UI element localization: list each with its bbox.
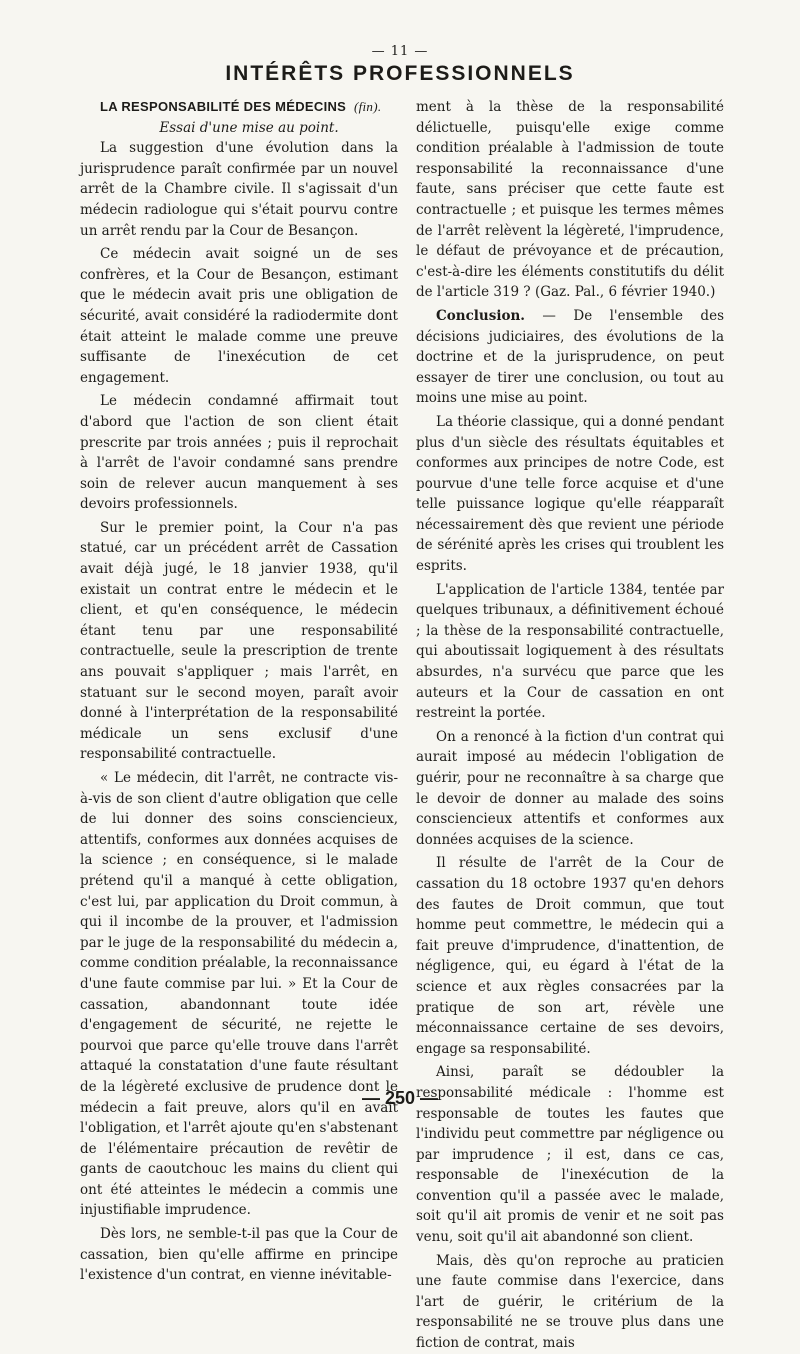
article-title (80, 97, 398, 118)
paragraph: Dès lors, ne semble-t-il pas que la Cour de cassation, bien qu'elle affirme en principe l'existence d'un contrat, en vienne inévitable- (80, 1226, 398, 1284)
article-title-suffix: (fin). (353, 99, 382, 114)
journal-folio: — 11 — (371, 44, 429, 59)
paragraph: On a renoncé à la fiction d'un contrat qui aurait imposé au médecin l'obligation de guérir, pour ne reconnaître à sa charge que le devoir de donner au malade des soins consciencieux attentifs et conformes aux données acquises de la science. (416, 728, 724, 848)
page-number: — 250 — (361, 1088, 439, 1108)
paragraph: L'application de l'article 1384, tentée par quelques tribunaux, a définitivement échoué ; la thèse de la responsabilité contractuelle, qui aboutissait logiquement à des résultats absurdes, n'a survécu que parce que les auteurs et la Cour de cassation en ont restreint la portée. (416, 581, 724, 722)
paragraph: Mais, dès qu'on reproche au praticien une faute commise dans l'exercice, dans l'art de guérir, le critérium de la responsabilité ne se trouve plus dans une fiction de contrat, mais (416, 1252, 724, 1352)
paragraph: « Le médecin, dit l'arrêt, ne contracte vis-à-vis de son client d'autre obligation que celle de lui donner des soins consciencieux, attentifs, conformes aux données acquises de la science ; en conséquence, si le malade prétend qu'il a manqué à cette obligation, c'est lui, par application du Droit commun, à qui il incombe de la prouver, et l'admission par le juge de la responsabilité du médecin a, comme condition préalable, la reconnaissance d'une faute commise par lui. » Et la Cour de cassation, abandonnant toute idée d'engagement de sécurité, ne rejette le pourvoi que parce qu'elle trouve dans l'arrêt attaqué la constatation d'une faute résultant de la légèreté exclusive de prudence dont le médecin a fait preuve, alors qu'il en avait l'obligation, et l'arrêt ajoute qu'en s'abstenant de l'élémentaire précaution de revêtir de gants de caoutchouc les mains du client qui ont été atteintes le médecin a commis une injustifiable imprudence. (80, 770, 398, 1219)
article-subtitle: Essai d'une mise au point. (159, 119, 339, 136)
right-column (416, 97, 724, 1354)
paragraph: La théorie classique, qui a donné pendant plus d'un siècle des résultats équitables et conformes aux principes de notre Code, est pourvue d'une telle force acquise et d'une telle puissance logique qu'elle réapparaît nécessairement dès que revient une période de sérénité après les crises qui troublent les esprits. (416, 413, 724, 575)
paragraph: Il résulte de l'arrêt de la Cour de cassation du 18 octobre 1937 qu'en dehors des fautes de Droit commun, que tout homme peut commettre, le médecin qui a fait preuve d'imprudence, d'inattention, de négligence, qui, eu égard à l'état de la science et aux règles consacrées par la pratique de son art, révèle une méconnaissance certaine de ses devoirs, engage sa responsabilité. (416, 855, 724, 1057)
article-title-text: LA RESPONSABILITÉ DES MÉDECINS (100, 99, 347, 114)
conclusion-text: — De l'ensemble des décisions judiciaires, des évolutions de la doctrine et de la jurisprudence, on peut essayer de tirer une conclusion, ou tout au moins une mise au point. (416, 307, 724, 407)
paragraph-continuation: ment à la thèse de la responsabilité délictuelle, puisqu'elle exige comme condition préalable à l'admission de toute responsabilité la reconnaissance d'une faute, sans préciser que cette faute est contractuelle ; et puisque les termes mêmes de l'arrêt relèvent la légèreté, l'imprudence, le défaut de prévoyance et de précaution, c'est-à-dire les éléments constitutifs du délit de l'article 319 ? (Gaz. Pal., 6 février 1940.) (416, 99, 724, 301)
conclusion-label: Conclusion. (436, 307, 525, 324)
section-title: INTÉRÊTS PROFESSIONNELS (225, 62, 575, 85)
paragraph: Sur le premier point, la Cour n'a pas statué, car un précédent arrêt de Cassation avait déjà jugé, le 18 janvier 1938, qu'il existait un contrat entre le médecin et le client, et qu'en conséquence, le médecin étant tenu par une responsabilité contractuelle, seule la prescription de trente ans pouvait s'appliquer ; mais l'arrêt, en statuant sur le second moyen, paraît avoir donné à l'interprétation de la responsabilité médicale un sens exclusif d'une responsabilité contractuelle. (80, 519, 398, 763)
paragraph: Ce médecin avait soigné un de ses confrères, et la Cour de Besançon, estimant que le médecin avait pris une obligation de sécurité, avait considéré la radiodermite dont était atteint le malade comme une preuve suffisante de l'inexécution de cet engagement. (80, 246, 398, 386)
conclusion-paragraph (416, 306, 724, 409)
paragraph: Ainsi, paraît se dédoubler la responsabilité médicale : l'homme est responsable de toutes les fautes que l'individu peut commettre par négligence ou par imprudence ; il est, dans ce cas, responsable de l'inexécution de la convention qu'il a passée avec le malade, soit qu'il ait promis de venir et ne soit pas venu, soit qu'il ait abandonné son client. (416, 1064, 724, 1246)
paragraph: Le médecin condamné affirmait tout d'abord que l'action de son client était prescrite par trois années ; puis il reprochait à l'arrêt de l'avoir condamné sans prendre soin de relever aucun manquement à ses devoirs professionnels. (80, 393, 398, 513)
paragraph: La suggestion d'une évolution dans la jurisprudence paraît confirmée par un nouvel arrêt de la Chambre civile. Il s'agissait d'un médecin radiologue qui s'était pourvu contre un arrêt rendu par la Cour de Besançon. (80, 140, 398, 239)
